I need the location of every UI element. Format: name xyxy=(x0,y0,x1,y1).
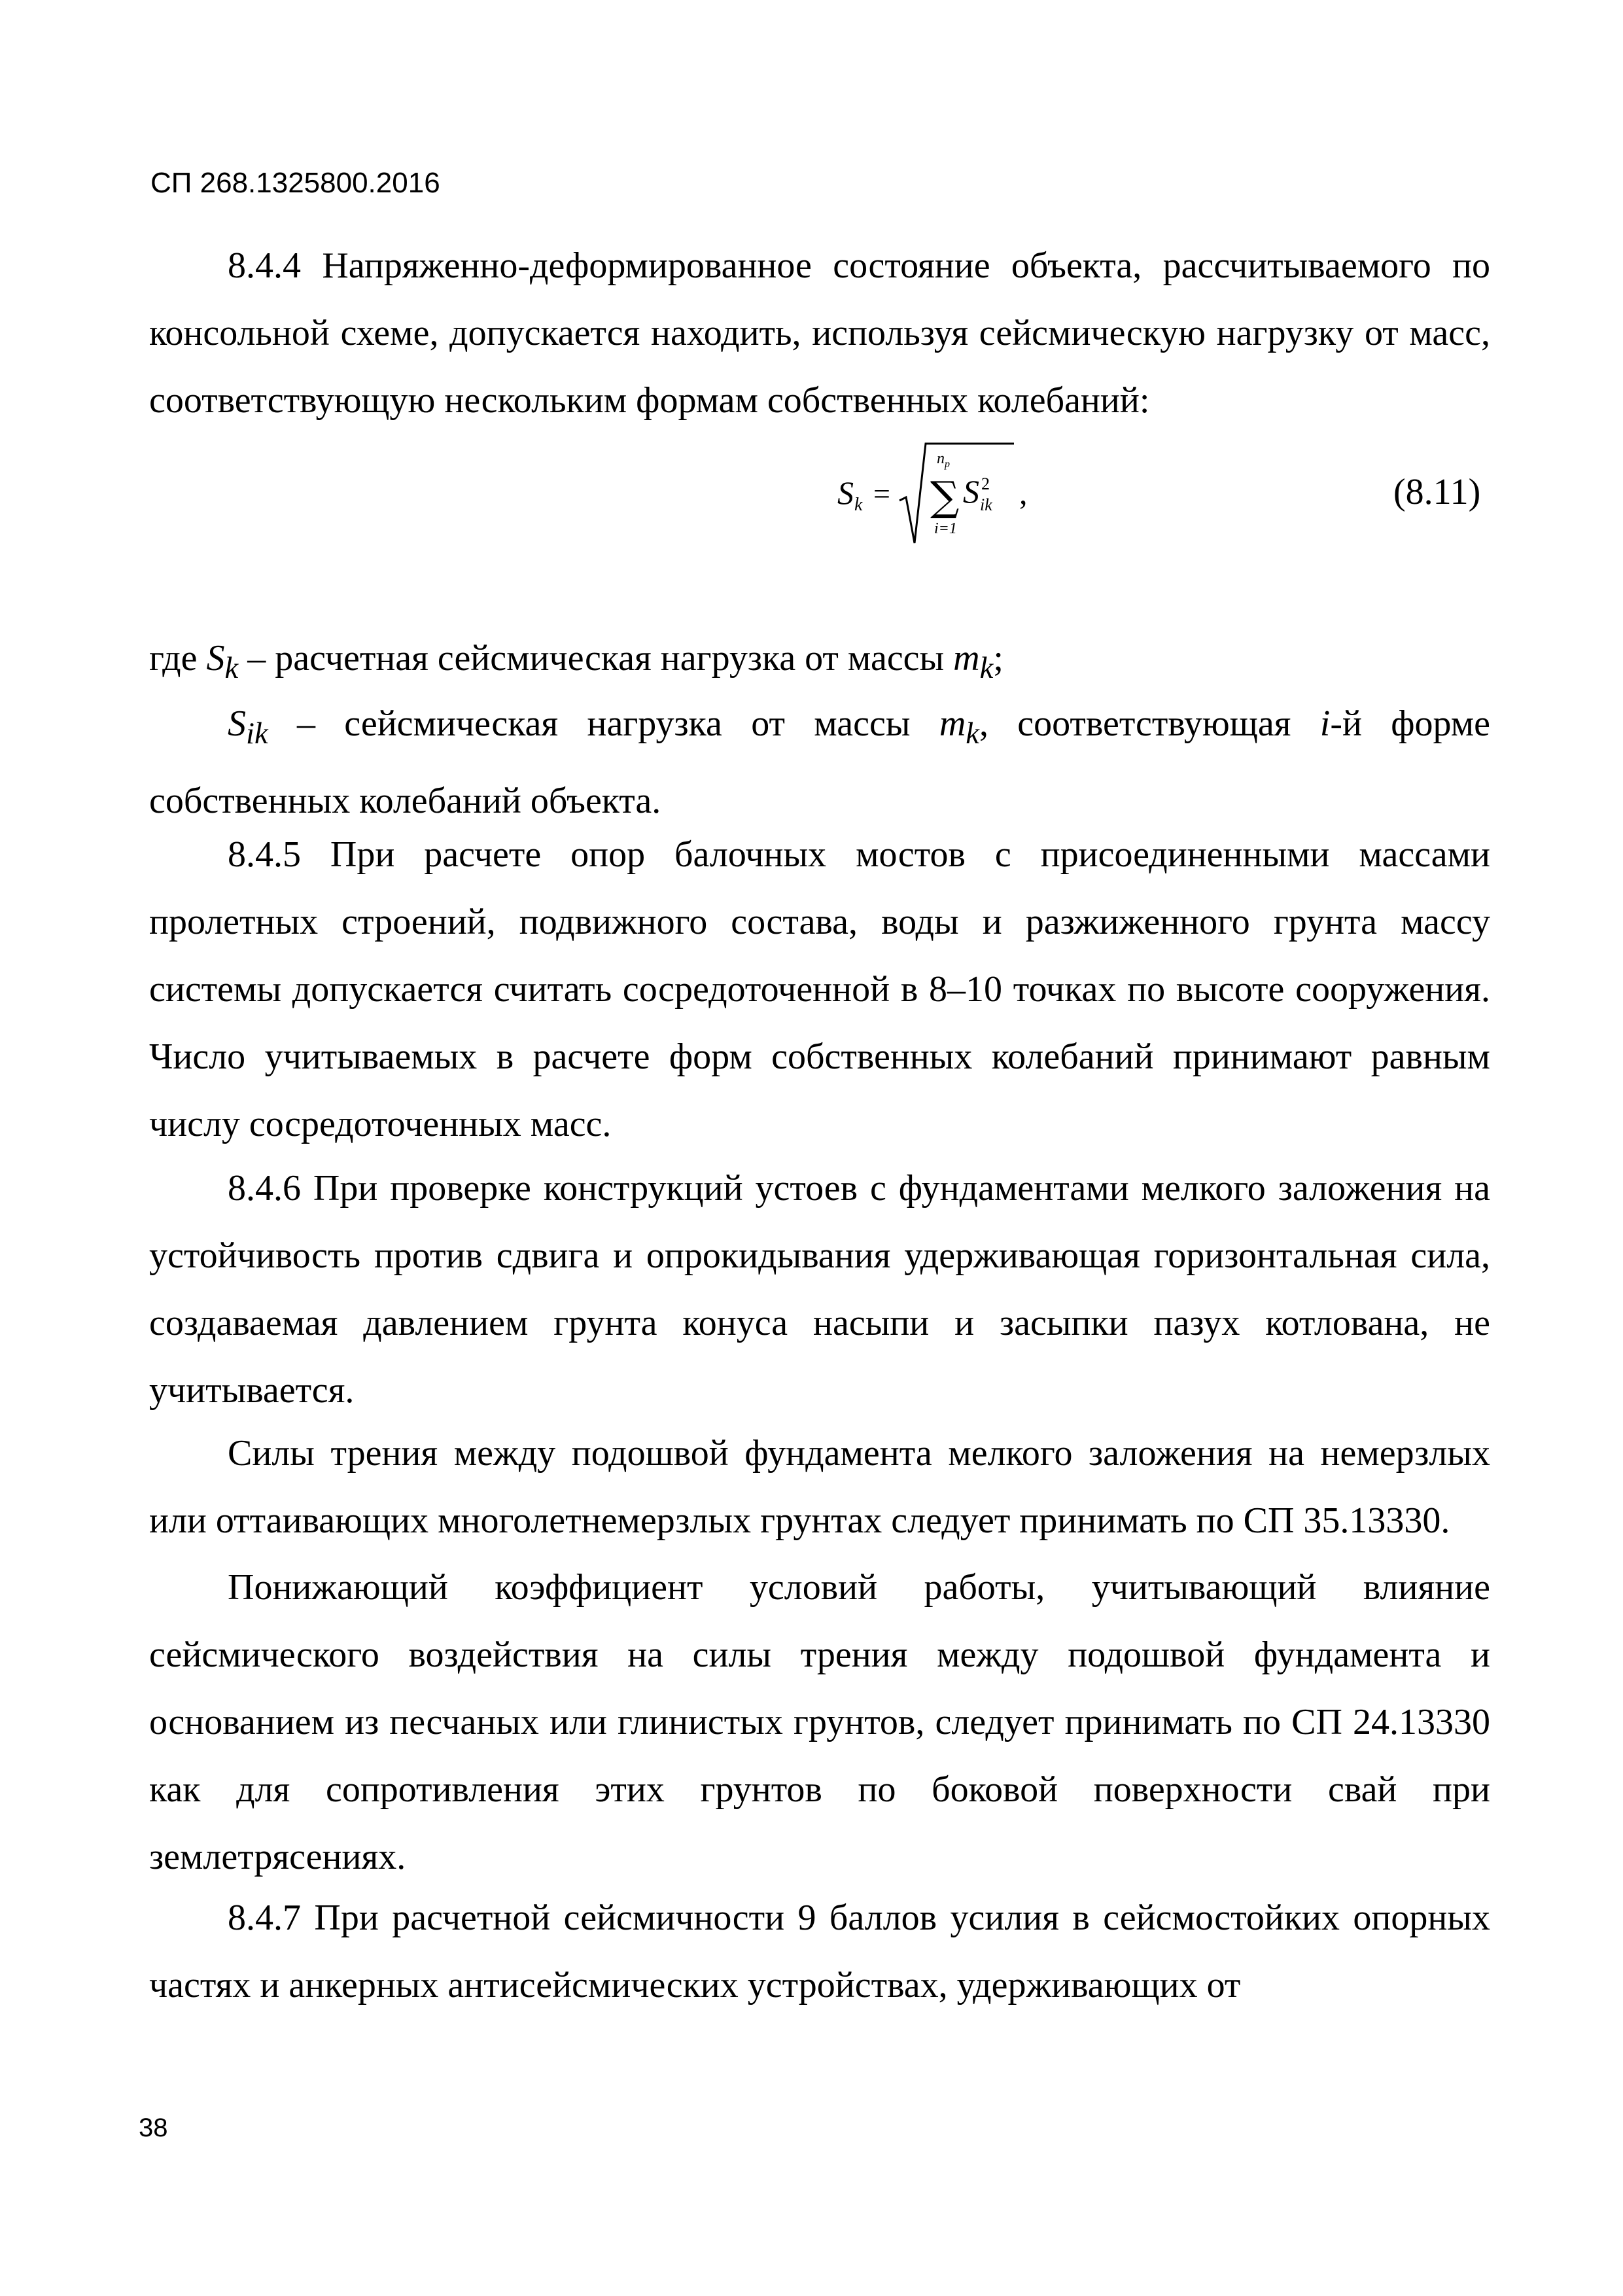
formula-term: S xyxy=(963,473,979,510)
definition-sk: где $S_k$ – расчетная сейсмическая нагрузка от массы $m_k$; xyxy=(149,638,1003,686)
formula-lhs-sub: k xyxy=(854,495,863,515)
sum-upper: n xyxy=(937,450,945,467)
formula-comma: , xyxy=(1019,474,1028,511)
formula-equals: = xyxy=(873,477,890,510)
formula-term-sup: 2 xyxy=(981,474,990,493)
formula-term-sub: ik xyxy=(980,495,992,514)
paragraph-friction: Силы трения между подошвой фундамента мелкого заложения на немерзлых или оттаивающих многолетнемерзлых грунтах следует принимать по СП 35.13330. xyxy=(149,1433,1490,1541)
sum-upper-sub: p xyxy=(945,459,950,470)
page-number: 38 xyxy=(139,2113,168,2142)
sum-lower: i=1 xyxy=(934,520,957,537)
paragraph-8-4-4: 8.4.4 Напряженно-деформированное состояние объекта, рассчитываемого по консольной схеме, допускается находить, используя сейсмическую нагрузку от масс, соответствующую нескольким формам собственных колебаний: xyxy=(149,245,1490,421)
paragraph-reduction-coefficient: Понижающий коэффициент условий работы, учитывающий влияние сейсмического воздействия на силы трения между подошвой фундамента и основанием из песчаных или глинистых грунтов, следует принимать по СП 24.13330 как для сопротивления этих грунтов по боковой поверхности свай при землетрясениях. xyxy=(149,1567,1490,1877)
formula-lhs: S xyxy=(837,474,854,511)
paragraph-8-4-7: 8.4.7 При расчетной сейсмичности 9 баллов усилия в сейсмостойких опорных частях и анкерных антисейсмических устройствах, удерживающих от xyxy=(149,1898,1490,2005)
definition-sik: $S_{ik}$ – сейсмическая нагрузка от массы $m_k$, соответствующая i-й форме собственных колебаний объекта. xyxy=(149,703,1490,822)
paragraph-8-4-6: 8.4.6 При проверке конструкций устоев с фундаментами мелкого заложения на устойчивость против сдвига и опрокидывания удерживающая горизонтальная сила, создаваемая давлением грунта конуса насыпи и засыпки пазух котлована, не учитывается. xyxy=(149,1168,1490,1411)
document-code-header: СП 268.1325800.2016 xyxy=(150,167,440,199)
equation-number: (8.11) xyxy=(1393,472,1481,512)
sum-sign: ∑ xyxy=(930,472,960,520)
paragraph-8-4-5: 8.4.5 При расчете опор балочных мостов с присоединенными массами пролетных строений, подвижного состава, воды и разжиженного грунта массу системы допускается считать сосредоточенной в 8–10 точках по высоте сооружения. Число учитываемых в расчете форм собственных колебаний принимают равным числу сосредоточенных масс. xyxy=(149,834,1490,1144)
formula-8-11 xyxy=(837,438,1047,550)
